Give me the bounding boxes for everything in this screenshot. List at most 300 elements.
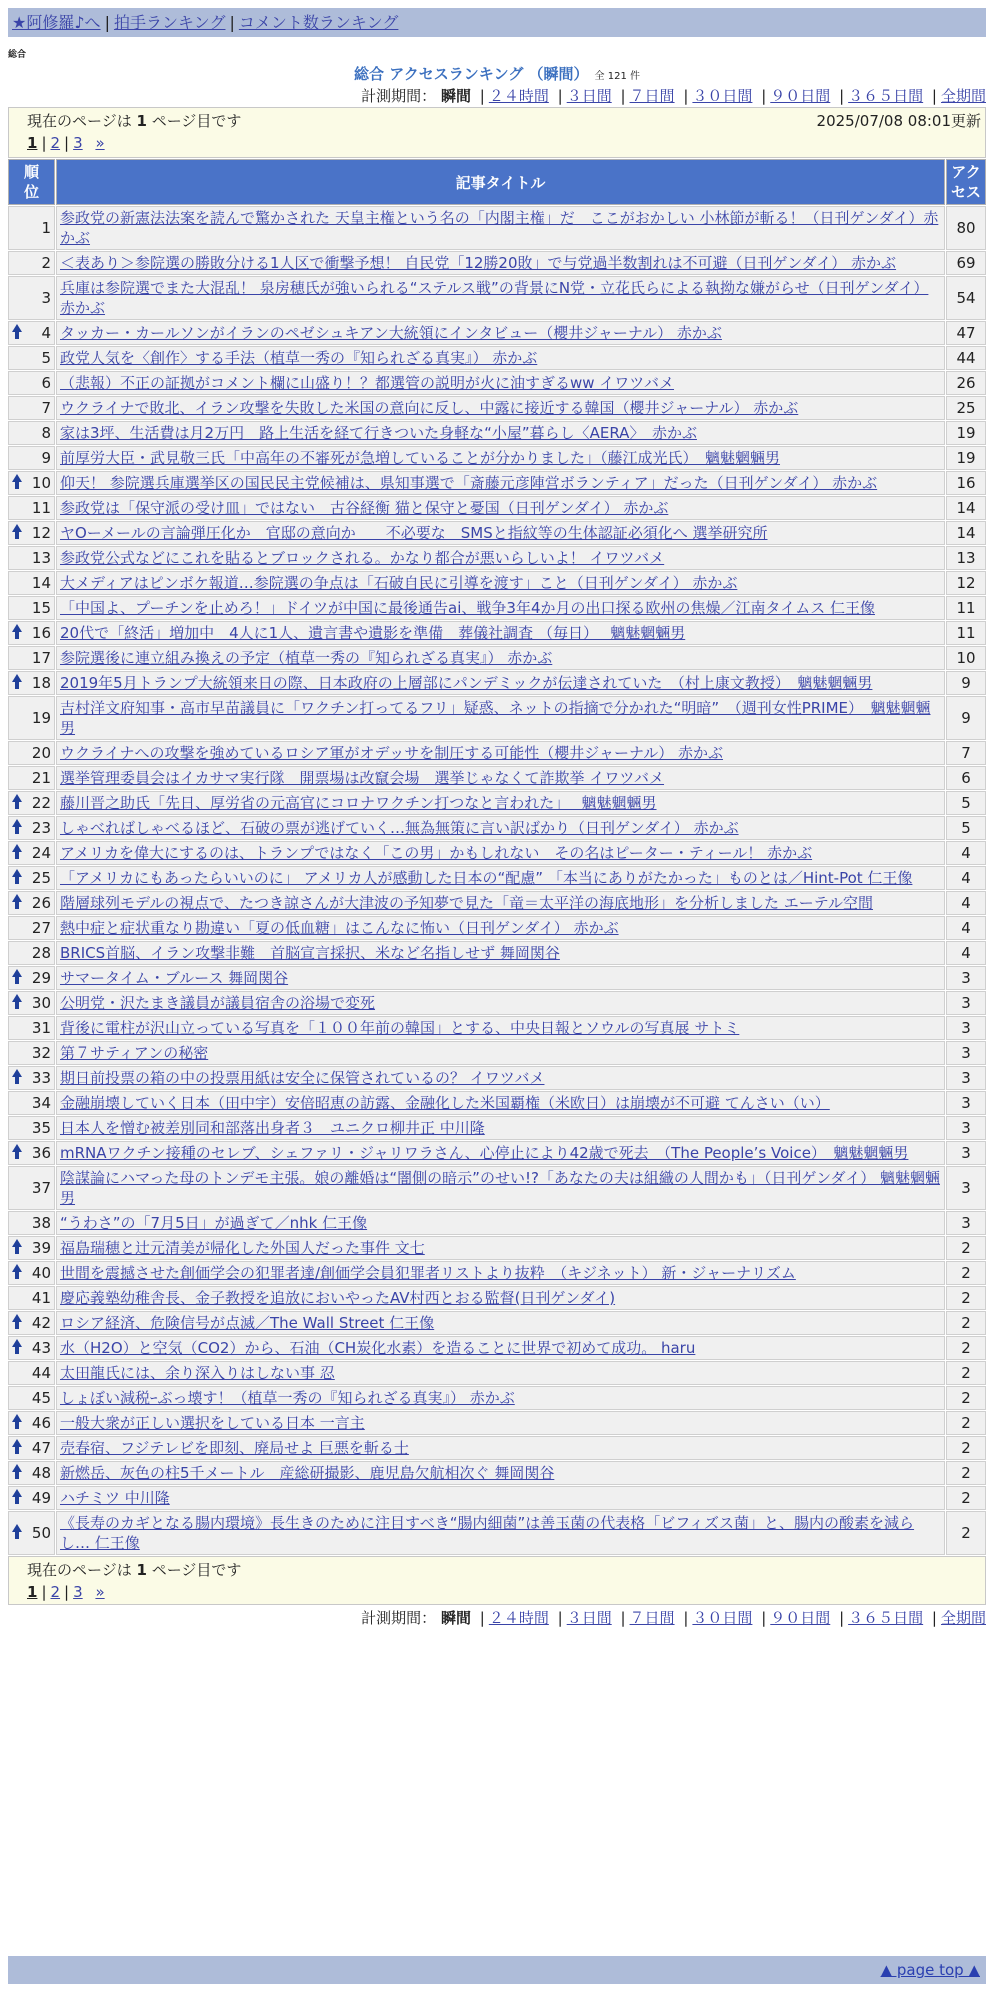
title-cell bbox=[56, 1336, 945, 1360]
table-row bbox=[8, 1141, 986, 1165]
article-title-link[interactable]: 「中国よ、プーチンを止めろ！」ドイツが中国に最後通告ai、戦争3年4か月の出口探る欧州の焦燥／江南タイムス 仁王像 bbox=[60, 599, 875, 617]
article-title-link[interactable]: タッカー・カールソンがイランのペゼシュキアン大統領にインタビュー（櫻井ジャーナル） 赤かぶ bbox=[60, 324, 722, 342]
period-link-3d[interactable]: ３日間 bbox=[566, 87, 612, 105]
rank-number: 6 bbox=[41, 374, 51, 392]
table-row bbox=[8, 741, 986, 765]
title-cell bbox=[56, 1236, 945, 1260]
rank-number: 29 bbox=[31, 969, 51, 987]
period-link-7d[interactable]: ７日間 bbox=[629, 1609, 675, 1627]
article-title-link[interactable]: 参政党の新憲法法案を読んで驚かされた 天皇主権という名の「内閣主権」だ ここがおかしい 小林節が斬る！（日刊ゲンダイ）赤かぶ bbox=[60, 209, 939, 247]
rank-cell bbox=[8, 1211, 55, 1235]
rank-number: 8 bbox=[41, 424, 51, 442]
title-cell bbox=[56, 671, 945, 695]
access-count: 14 bbox=[946, 521, 986, 545]
rank-cell bbox=[8, 496, 55, 520]
rank-number: 1 bbox=[41, 219, 51, 237]
pager-current: 1 bbox=[27, 134, 38, 152]
period-link-24h[interactable]: ２４時間 bbox=[488, 87, 549, 105]
arrow-up-icon bbox=[12, 794, 22, 810]
title-cell bbox=[56, 891, 945, 915]
access-count: 69 bbox=[946, 251, 986, 275]
period-link-all[interactable]: 全期間 bbox=[940, 87, 986, 105]
table-row bbox=[8, 346, 986, 370]
article-title-link[interactable]: 参政党公式などにこれを貼るとブロックされる。かなり都合が悪いらしいよ！ イワツバメ bbox=[60, 549, 665, 567]
current-page-text: 現在のページは 1 ページ目です bbox=[27, 1561, 242, 1579]
access-count: 2 bbox=[946, 1411, 986, 1435]
article-title-link[interactable]: 一般大衆が正しい選択をしている日本 一言主 bbox=[60, 1414, 365, 1432]
rank-cell bbox=[8, 941, 55, 965]
table-row bbox=[8, 471, 986, 495]
rank-number: 30 bbox=[31, 994, 51, 1012]
rank-cell bbox=[8, 1041, 55, 1065]
item-count: 全 121 件 bbox=[594, 71, 640, 82]
article-title-link[interactable]: サマータイム・ブルース 舞岡関谷 bbox=[60, 969, 289, 987]
title-cell bbox=[56, 741, 945, 765]
arrow-up-icon bbox=[12, 969, 22, 985]
rank-cell bbox=[8, 371, 55, 395]
rank-cell bbox=[8, 596, 55, 620]
article-title-link[interactable]: mRNAワクチン接種のセレブ、シェファリ・ジャリワラさん、心停止により42歳で死去 （The People’s Voice） 魑魅魍魎男 bbox=[60, 1144, 909, 1162]
title-cell bbox=[56, 1261, 945, 1285]
article-title-link[interactable]: 選挙管理委員会はイカサマ実行隊 開票場は改竄会場 選挙じゃなくて詐欺挙 イワツバメ bbox=[60, 769, 665, 787]
access-count: 2 bbox=[946, 1436, 986, 1460]
column-header-title: 記事タイトル bbox=[56, 159, 945, 205]
rank-cell bbox=[8, 1386, 55, 1410]
article-title-link[interactable]: 仰天！ 参院選兵庫選挙区の国民民主党候補は、県知事選で「斎藤元彦陣営ボランティア」だった（日刊ゲンダイ） 赤かぶ bbox=[60, 474, 878, 492]
table-row bbox=[8, 1361, 986, 1385]
article-title-link[interactable]: 公明党・沢たまき議員が議員宿舎の浴場で変死 bbox=[60, 994, 376, 1012]
article-title-link[interactable]: 第７サティアンの秘密 bbox=[60, 1044, 209, 1062]
rank-cell bbox=[8, 891, 55, 915]
rank-cell bbox=[8, 966, 55, 990]
rank-number: 28 bbox=[31, 944, 51, 962]
title-cell bbox=[56, 1436, 945, 1460]
rank-number: 46 bbox=[31, 1414, 51, 1432]
article-title-link[interactable]: 吉村洋文府知事・高市早苗議員に「ワクチン打ってるフリ」疑惑、ネットの指摘で分かれた“明暗” （週刊女性PRIME） 魑魅魍魎男 bbox=[60, 699, 931, 737]
article-title-link[interactable]: 売春宿、フジテレビを即刻、廃局せよ 巨悪を斬る士 bbox=[60, 1439, 409, 1457]
rank-cell bbox=[8, 346, 55, 370]
article-title-link[interactable]: 世間を震撼させた創価学会の犯罪者達/創価学会員犯罪者リストより抜粋 （キジネット） 新・ジャーナリズム bbox=[60, 1264, 796, 1282]
pager-link-2[interactable]: 2 bbox=[50, 134, 61, 152]
access-count: 11 bbox=[946, 621, 986, 645]
access-count: 4 bbox=[946, 916, 986, 940]
article-title-link[interactable]: 2019年5月トランプ大統領来日の際、日本政府の上層部にパンデミックが伝達されていた （村上康文教授） 魑魅魍魎男 bbox=[60, 674, 873, 692]
article-title-link[interactable]: しょぼい減税ｰぶっ壊す！（植草一秀の『知られざる真実』） 赤かぶ bbox=[60, 1389, 515, 1407]
rank-number: 9 bbox=[41, 449, 51, 467]
article-title-link[interactable]: （悲報）不正の証拠がコメント欄に山盛り！？都選管の説明が火に油すぎるww イワツバメ bbox=[60, 374, 675, 392]
rank-cell bbox=[8, 321, 55, 345]
rank-cell bbox=[8, 1361, 55, 1385]
access-count: 12 bbox=[946, 571, 986, 595]
access-count: 2 bbox=[946, 1311, 986, 1335]
access-count: 54 bbox=[946, 276, 986, 320]
period-link-all[interactable]: 全期間 bbox=[940, 1609, 986, 1627]
rank-cell bbox=[8, 521, 55, 545]
rank-number: 17 bbox=[31, 649, 51, 667]
access-count: 47 bbox=[946, 321, 986, 345]
article-title-link[interactable]: 水（H2O）と空気（CO2）から、石油（CH炭化水素）を造ることに世界で初めて成功。 haru bbox=[60, 1339, 696, 1357]
rank-number: 21 bbox=[31, 769, 51, 787]
period-link-24h[interactable]: ２４時間 bbox=[488, 1609, 549, 1627]
title-cell bbox=[56, 1361, 945, 1385]
access-count: 3 bbox=[946, 1166, 986, 1210]
table-row bbox=[8, 646, 986, 670]
access-count: 4 bbox=[946, 941, 986, 965]
access-count: 4 bbox=[946, 866, 986, 890]
article-title-link[interactable]: 期日前投票の箱の中の投票用紙は安全に保管されているの？ イワツバメ bbox=[60, 1069, 545, 1087]
rank-number: 16 bbox=[31, 624, 51, 642]
title-cell bbox=[56, 446, 945, 470]
rank-number: 35 bbox=[31, 1119, 51, 1137]
title-cell bbox=[56, 276, 945, 320]
rank-cell bbox=[8, 766, 55, 790]
access-count: 3 bbox=[946, 1091, 986, 1115]
rank-cell bbox=[8, 1016, 55, 1040]
article-title-link[interactable]: 《長寿のカギとなる腸内環境》長生きのために注目すべき“腸内細菌”は善玉菌の代表格「ビフィズス菌」と、腸内の酸素を減らし… 仁王像 bbox=[60, 1514, 915, 1552]
article-title-link[interactable]: ウクライナで敗北、イラン攻撃を失敗した米国の意向に反し、中露に接近する韓国（櫻井ジャーナル） 赤かぶ bbox=[60, 399, 799, 417]
rank-number: 40 bbox=[31, 1264, 51, 1282]
table-row bbox=[8, 321, 986, 345]
table-row bbox=[8, 1091, 986, 1115]
rank-cell bbox=[8, 866, 55, 890]
table-row bbox=[8, 1116, 986, 1140]
rank-cell bbox=[8, 251, 55, 275]
article-title-link[interactable]: 階層球列モデルの視点で、たつき諒さんが大津波の予知夢で見た「竜＝太平洋の海底地形」を分析しました エーテル空間 bbox=[60, 894, 873, 912]
title-cell bbox=[56, 646, 945, 670]
page-info-bottom bbox=[8, 1556, 986, 1605]
title-cell bbox=[56, 1411, 945, 1435]
rank-cell bbox=[8, 991, 55, 1015]
article-title-link[interactable]: 新燃岳、灰色の柱5千メートル 産総研撮影、鹿児島欠航相次ぐ 舞岡関谷 bbox=[60, 1464, 555, 1482]
arrow-up-icon bbox=[12, 1314, 22, 1330]
table-row bbox=[8, 446, 986, 470]
rank-cell bbox=[8, 1091, 55, 1115]
access-count: 5 bbox=[946, 791, 986, 815]
table-row bbox=[8, 941, 986, 965]
table-row bbox=[8, 766, 986, 790]
table-row bbox=[8, 276, 986, 320]
rank-cell bbox=[8, 571, 55, 595]
rank-number: 24 bbox=[31, 844, 51, 862]
ranking-table bbox=[7, 158, 987, 1556]
access-count: 3 bbox=[946, 991, 986, 1015]
article-title-link[interactable]: 参院選後に連立組み換えの予定（植草一秀の『知られざる真実』） 赤かぶ bbox=[60, 649, 553, 667]
title-cell bbox=[56, 1486, 945, 1510]
rank-number: 34 bbox=[31, 1094, 51, 1112]
rank-number: 19 bbox=[31, 709, 51, 727]
current-page-number: 1 bbox=[136, 112, 147, 130]
arrow-up-icon bbox=[12, 844, 22, 860]
nav-link-comment-ranking[interactable]: コメント数ランキング bbox=[238, 13, 399, 32]
title-cell bbox=[56, 941, 945, 965]
article-title-link[interactable]: 「アメリカにもあったらいいのに」 アメリカ人が感動した日本の“配慮” 「本当にありがたかった」ものとは／Hint-Pot 仁王像 bbox=[60, 869, 913, 887]
arrow-up-icon bbox=[12, 624, 22, 640]
title-cell bbox=[56, 1311, 945, 1335]
period-link-7d[interactable]: ７日間 bbox=[629, 87, 675, 105]
table-row bbox=[8, 1511, 986, 1555]
title-cell bbox=[56, 966, 945, 990]
pager-link-2[interactable]: 2 bbox=[50, 1583, 61, 1601]
arrow-up-icon bbox=[12, 1489, 22, 1505]
period-label: 計測期間： bbox=[361, 87, 437, 105]
rank-cell bbox=[8, 916, 55, 940]
table-row bbox=[8, 521, 986, 545]
title-cell bbox=[56, 596, 945, 620]
rank-number: 22 bbox=[31, 794, 51, 812]
table-row bbox=[8, 1041, 986, 1065]
table-row bbox=[8, 371, 986, 395]
access-count: 2 bbox=[946, 1511, 986, 1555]
pager-link-3[interactable]: 3 bbox=[73, 134, 83, 152]
rank-number: 42 bbox=[31, 1314, 51, 1332]
ranking-body bbox=[8, 206, 986, 1555]
title-cell bbox=[56, 816, 945, 840]
article-title-link[interactable]: BRICS首脳、イラン攻撃非難 首脳宣言採択、米など名指しせず 舞岡関谷 bbox=[60, 944, 560, 962]
access-count: 3 bbox=[946, 966, 986, 990]
rank-number: 50 bbox=[31, 1524, 51, 1542]
period-link-90d[interactable]: ９０日間 bbox=[770, 87, 831, 105]
article-title-link[interactable]: 大メディアはピンボケ報道…参院選の争点は「石破自民に引導を渡す」こと（日刊ゲンダイ） 赤かぶ bbox=[60, 574, 738, 592]
period-link-365d[interactable]: ３６５日間 bbox=[848, 1609, 924, 1627]
article-title-link[interactable]: 日本人を憎む被差別同和部落出身者３ ユニクロ柳井正 中川隆 bbox=[60, 1119, 485, 1137]
table-row bbox=[8, 206, 986, 250]
article-title-link[interactable]: 藤川晋之助氏「先日、厚労省の元高官にコロナワクチン打つなと言われた」 魑魅魍魎男 bbox=[60, 794, 657, 812]
rank-cell bbox=[8, 206, 55, 250]
article-title-link[interactable]: 陰謀論にハマった母のトンデモ主張。娘の離婚は“闇側の暗示”のせい!?「あなたの夫は組織の人間かも」（日刊ゲンダイ） 魑魅魍魎男 bbox=[60, 1169, 940, 1207]
title-cell bbox=[56, 496, 945, 520]
rank-cell bbox=[8, 1411, 55, 1435]
access-count: 2 bbox=[946, 1236, 986, 1260]
title-cell bbox=[56, 396, 945, 420]
pager-link-3[interactable]: 3 bbox=[73, 1583, 83, 1601]
rank-number: 3 bbox=[41, 289, 51, 307]
rank-number: 13 bbox=[31, 549, 51, 567]
article-title-link[interactable]: ハチミツ 中川隆 bbox=[60, 1489, 170, 1507]
rank-number: 48 bbox=[31, 1464, 51, 1482]
pager-bottom: 1 | 2 | 3 » bbox=[27, 1583, 105, 1601]
access-count: 10 bbox=[946, 646, 986, 670]
article-title-link[interactable]: ロシア経済、危険信号が点滅／The Wall Street 仁王像 bbox=[60, 1314, 435, 1332]
rank-number: 32 bbox=[31, 1044, 51, 1062]
page-title-line bbox=[8, 63, 986, 85]
table-row bbox=[8, 571, 986, 595]
rank-cell bbox=[8, 1261, 55, 1285]
access-count: 4 bbox=[946, 841, 986, 865]
table-row bbox=[8, 891, 986, 915]
arrow-up-icon bbox=[12, 324, 22, 340]
article-title-link[interactable]: ヤOーメールの言論弾圧化か 官邸の意向か 不必要な SMSと指紋等の生体認証必須化へ 選挙研究所 bbox=[60, 524, 768, 542]
article-title-link[interactable]: 背後に電柱が沢山立っている写真を「１００年前の韓国」とする、中央日報とソウルの写真展 サトミ bbox=[60, 1019, 740, 1037]
article-title-link[interactable]: ＜表あり＞参院選の勝敗分ける1人区で衝撃予想！ 自民党「12勝20敗」で与党過半数割れは不可避（日刊ゲンダイ） 赤かぶ bbox=[60, 254, 897, 272]
table-row bbox=[8, 991, 986, 1015]
title-cell bbox=[56, 251, 945, 275]
arrow-up-icon bbox=[12, 524, 22, 540]
period-link-90d[interactable]: ９０日間 bbox=[770, 1609, 831, 1627]
article-title-link[interactable]: 政党人気を〈創作〉する手法（植草一秀の『知られざる真実』） 赤かぶ bbox=[60, 349, 538, 367]
article-title-link[interactable]: 参政党は「保守派の受け皿」ではない 古谷経衡 猫と保守と憂国（日刊ゲンダイ） 赤かぶ bbox=[60, 499, 669, 517]
rank-number: 37 bbox=[31, 1179, 51, 1197]
title-cell bbox=[56, 1066, 945, 1090]
table-row bbox=[8, 1261, 986, 1285]
table-row bbox=[8, 421, 986, 445]
page-top-link[interactable]: ▲ page top ▲ bbox=[880, 1961, 980, 1979]
ranking-header-row bbox=[8, 159, 986, 205]
breadcrumb: 総合 bbox=[8, 50, 27, 60]
rank-cell bbox=[8, 671, 55, 695]
pager-next[interactable]: » bbox=[95, 1583, 105, 1601]
rank-cell bbox=[8, 621, 55, 645]
rank-cell bbox=[8, 446, 55, 470]
title-cell bbox=[56, 371, 945, 395]
rank-number: 27 bbox=[31, 919, 51, 937]
rank-cell bbox=[8, 1436, 55, 1460]
rank-number: 18 bbox=[31, 674, 51, 692]
table-row bbox=[8, 1336, 986, 1360]
rank-cell bbox=[8, 696, 55, 740]
table-row bbox=[8, 496, 986, 520]
access-count: 2 bbox=[946, 1336, 986, 1360]
pager-current: 1 bbox=[27, 1583, 38, 1601]
access-count: 2 bbox=[946, 1461, 986, 1485]
nav-separator: | bbox=[104, 13, 110, 32]
title-cell bbox=[56, 1091, 945, 1115]
access-count: 2 bbox=[946, 1386, 986, 1410]
rank-number: 23 bbox=[31, 819, 51, 837]
access-count: 26 bbox=[946, 371, 986, 395]
article-title-link[interactable]: 20代で「終活」増加中 4人に1人、遺言書や遺影を準備 葬儀社調査 （毎日） 魑魅魍魎男 bbox=[60, 624, 686, 642]
article-title-link[interactable]: 慶応義塾幼稚舎長、金子教授を追放においやったAV村西とおる監督(日刊ゲンダイ) bbox=[60, 1289, 616, 1307]
table-row bbox=[8, 596, 986, 620]
title-cell bbox=[56, 1041, 945, 1065]
title-cell bbox=[56, 791, 945, 815]
access-count: 2 bbox=[946, 1261, 986, 1285]
rank-cell bbox=[8, 1116, 55, 1140]
table-row bbox=[8, 696, 986, 740]
title-cell bbox=[56, 521, 945, 545]
table-row bbox=[8, 1286, 986, 1310]
period-selector-top: 計測期間： 瞬間 | ２４時間 | ３日間 | ７日間 | ３０日間 | ９０日間 | ３６５日間 | 全期間 bbox=[361, 87, 986, 105]
rank-cell bbox=[8, 1066, 55, 1090]
article-title-link[interactable]: 福島瑞穂と辻元清美が帰化した外国人だった事件 文七 bbox=[60, 1239, 425, 1257]
rank-cell bbox=[8, 791, 55, 815]
title-cell bbox=[56, 1211, 945, 1235]
article-title-link[interactable]: 金融崩壊していく日本（田中宇）安倍昭恵の訪露、金融化した米国覇権（米欧日）は崩壊が不可避 てんさい（い） bbox=[60, 1094, 830, 1112]
period-link-30d[interactable]: ３０日間 bbox=[692, 87, 753, 105]
arrow-up-icon bbox=[12, 1439, 22, 1455]
period-current: 瞬間 bbox=[440, 1609, 471, 1627]
access-count: 7 bbox=[946, 741, 986, 765]
current-page-number: 1 bbox=[136, 1561, 147, 1579]
access-count: 5 bbox=[946, 816, 986, 840]
nav-link-asyura[interactable]: ★阿修羅♪へ bbox=[12, 13, 101, 32]
title-cell bbox=[56, 1286, 945, 1310]
nav-link-applause-ranking[interactable]: 拍手ランキング bbox=[113, 13, 226, 32]
arrow-up-icon bbox=[12, 894, 22, 910]
rank-number: 10 bbox=[31, 474, 51, 492]
column-header-access: アク セス bbox=[946, 159, 986, 205]
access-count: 11 bbox=[946, 596, 986, 620]
title-cell bbox=[56, 916, 945, 940]
rank-number: 33 bbox=[31, 1069, 51, 1087]
title-cell bbox=[56, 866, 945, 890]
table-row bbox=[8, 1461, 986, 1485]
rank-number: 36 bbox=[31, 1144, 51, 1162]
access-count: 25 bbox=[946, 396, 986, 420]
title-cell bbox=[56, 571, 945, 595]
article-title-link[interactable]: “うわさ”の「7月5日」が過ぎて／nhk 仁王像 bbox=[60, 1214, 368, 1232]
rank-cell bbox=[8, 1236, 55, 1260]
rank-number: 20 bbox=[31, 744, 51, 762]
title-cell bbox=[56, 471, 945, 495]
access-count: 3 bbox=[946, 1211, 986, 1235]
article-title-link[interactable]: 家は3坪、生活費は月2万円 路上生活を経て行きついた身軽な“小屋”暮らし〈AERA〉 赤かぶ bbox=[60, 424, 697, 442]
title-cell bbox=[56, 696, 945, 740]
page-info-top bbox=[8, 107, 986, 158]
period-current: 瞬間 bbox=[440, 87, 471, 105]
title-cell bbox=[56, 421, 945, 445]
rank-number: 2 bbox=[41, 254, 51, 272]
table-row bbox=[8, 1486, 986, 1510]
access-count: 44 bbox=[946, 346, 986, 370]
arrow-up-icon bbox=[12, 674, 22, 690]
title-cell bbox=[56, 321, 945, 345]
rank-cell bbox=[8, 396, 55, 420]
rank-number: 5 bbox=[41, 349, 51, 367]
article-title-link[interactable]: 前厚労大臣・武見敬三氏「中高年の不審死が急増していることが分かりました」（藤江成光氏） 魑魅魍魎男 bbox=[60, 449, 781, 467]
table-row bbox=[8, 866, 986, 890]
pager-top: 1 | 2 | 3 » bbox=[27, 134, 105, 152]
table-row bbox=[8, 816, 986, 840]
rank-number: 45 bbox=[31, 1389, 51, 1407]
article-title-link[interactable]: ウクライナへの攻撃を強めているロシア軍がオデッサを制圧する可能性（櫻井ジャーナル） 赤かぶ bbox=[60, 744, 723, 762]
rank-number: 25 bbox=[31, 869, 51, 887]
access-count: 3 bbox=[946, 1016, 986, 1040]
title-cell bbox=[56, 841, 945, 865]
article-title-link[interactable]: 太田龍氏には、余り深入りはしない事 忍 bbox=[60, 1364, 335, 1382]
article-title-link[interactable]: しゃべればしゃべるほど、石破の票が逃げていく…無為無策に言い訳ばかり（日刊ゲンダイ） 赤かぶ bbox=[60, 819, 739, 837]
arrow-up-icon bbox=[12, 1339, 22, 1355]
rank-cell bbox=[8, 546, 55, 570]
article-title-link[interactable]: 熱中症と症状重なり勘違い「夏の低血糖」はこんなに怖い（日刊ゲンダイ） 赤かぶ bbox=[60, 919, 619, 937]
footer-bar bbox=[8, 1956, 986, 1984]
period-link-365d[interactable]: ３６５日間 bbox=[848, 87, 924, 105]
article-title-link[interactable]: アメリカを偉大にするのは、トランプではなく「この男」かもしれない その名はピーター・ティール！ 赤かぶ bbox=[60, 844, 813, 862]
arrow-up-icon bbox=[12, 1524, 22, 1540]
period-link-30d[interactable]: ３０日間 bbox=[692, 1609, 753, 1627]
page-title: 総合 アクセスランキング （瞬間） bbox=[354, 65, 589, 83]
arrow-up-icon bbox=[12, 1264, 22, 1280]
title-cell bbox=[56, 1116, 945, 1140]
rank-cell bbox=[8, 276, 55, 320]
table-row bbox=[8, 1386, 986, 1410]
rank-cell bbox=[8, 1311, 55, 1335]
table-row bbox=[8, 396, 986, 420]
title-cell bbox=[56, 1016, 945, 1040]
rank-number: 4 bbox=[41, 324, 51, 342]
nav-separator: | bbox=[229, 13, 235, 32]
table-row bbox=[8, 1066, 986, 1090]
pager-next[interactable]: » bbox=[95, 134, 105, 152]
article-title-link[interactable]: 兵庫は参院選でまた大混乱！ 泉房穂氏が強いられる“ステルス戦”の背景にN党・立花氏らによる執拗な嫌がらせ（日刊ゲンダイ） 赤かぶ bbox=[60, 279, 929, 317]
arrow-up-icon bbox=[12, 869, 22, 885]
table-row bbox=[8, 1236, 986, 1260]
access-count: 9 bbox=[946, 671, 986, 695]
rank-number: 38 bbox=[31, 1214, 51, 1232]
arrow-up-icon bbox=[12, 1069, 22, 1085]
arrow-up-icon bbox=[12, 1464, 22, 1480]
period-link-3d[interactable]: ３日間 bbox=[566, 1609, 612, 1627]
rank-number: 47 bbox=[31, 1439, 51, 1457]
